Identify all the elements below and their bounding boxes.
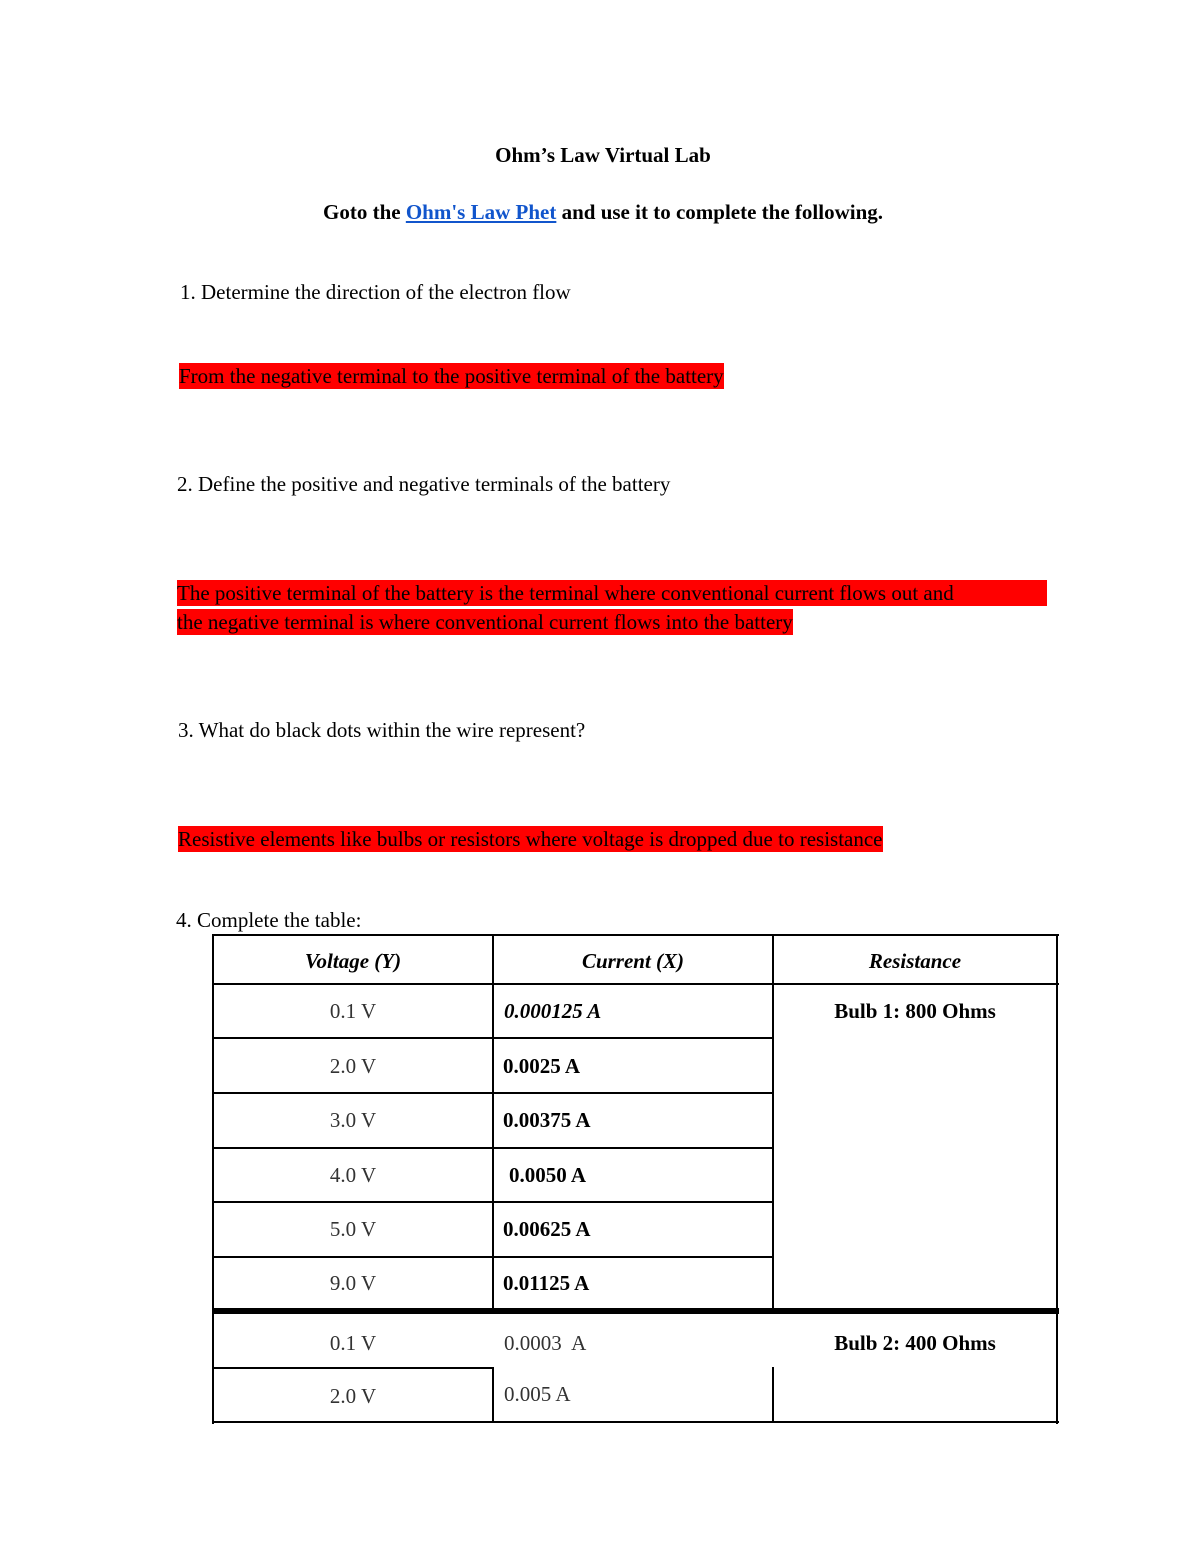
current-cell: 0.005 A — [504, 1382, 571, 1406]
bulb-1-resistance: Bulb 1: 800 Ohms — [834, 999, 996, 1023]
voltage-cell: 0.1 V — [329, 1331, 377, 1355]
current-cell: 0.0050 A — [509, 1163, 587, 1187]
header-current: Current (X) — [581, 949, 685, 973]
current-cell: 0.00625 A — [503, 1217, 591, 1241]
intro-prefix: Goto the — [323, 200, 406, 224]
answer-1: From the negative terminal to the positive terminal of the battery — [179, 364, 724, 388]
current-cell: 0.000125 A — [504, 999, 602, 1023]
intro-suffix: and use it to complete the following. — [556, 200, 883, 224]
page-title: Ohm’s Law Virtual Lab — [495, 143, 711, 167]
question-1: 1. Determine the direction of the electron flow — [180, 280, 571, 304]
current-cell: 0.00375 A — [503, 1108, 591, 1132]
current-cell: 0.0025 A — [503, 1054, 581, 1078]
intro-line — [0, 199, 1200, 225]
voltage-cell: 3.0 V — [329, 1108, 377, 1132]
voltage-cell: 4.0 V — [329, 1163, 377, 1187]
header-voltage: Voltage (Y) — [304, 949, 402, 973]
current-cell: 0.01125 A — [503, 1271, 590, 1295]
phet-link[interactable]: Ohm's Law Phet — [405, 200, 557, 224]
voltage-cell: 2.0 V — [329, 1054, 377, 1078]
voltage-cell: 9.0 V — [329, 1271, 377, 1295]
current-cell: 0.0003 A — [504, 1331, 587, 1355]
voltage-cell: 5.0 V — [329, 1217, 377, 1241]
question-4: 4. Complete the table: — [176, 908, 362, 932]
voltage-cell: 0.1 V — [329, 999, 377, 1023]
question-2: 2. Define the positive and negative terminals of the battery — [177, 472, 671, 496]
header-resistance: Resistance — [868, 949, 962, 973]
voltage-cell: 2.0 V — [329, 1384, 377, 1408]
question-3: 3. What do black dots within the wire represent? — [178, 718, 586, 742]
bulb-2-resistance: Bulb 2: 400 Ohms — [834, 1331, 996, 1355]
answer-2-line-1: The positive terminal of the battery is the terminal where conventional current flows out and — [177, 580, 1047, 606]
answer-2-line-2: the negative terminal is where conventional current flows into the battery — [177, 610, 793, 634]
answer-3: Resistive elements like bulbs or resistors where voltage is dropped due to resistance — [178, 827, 883, 851]
